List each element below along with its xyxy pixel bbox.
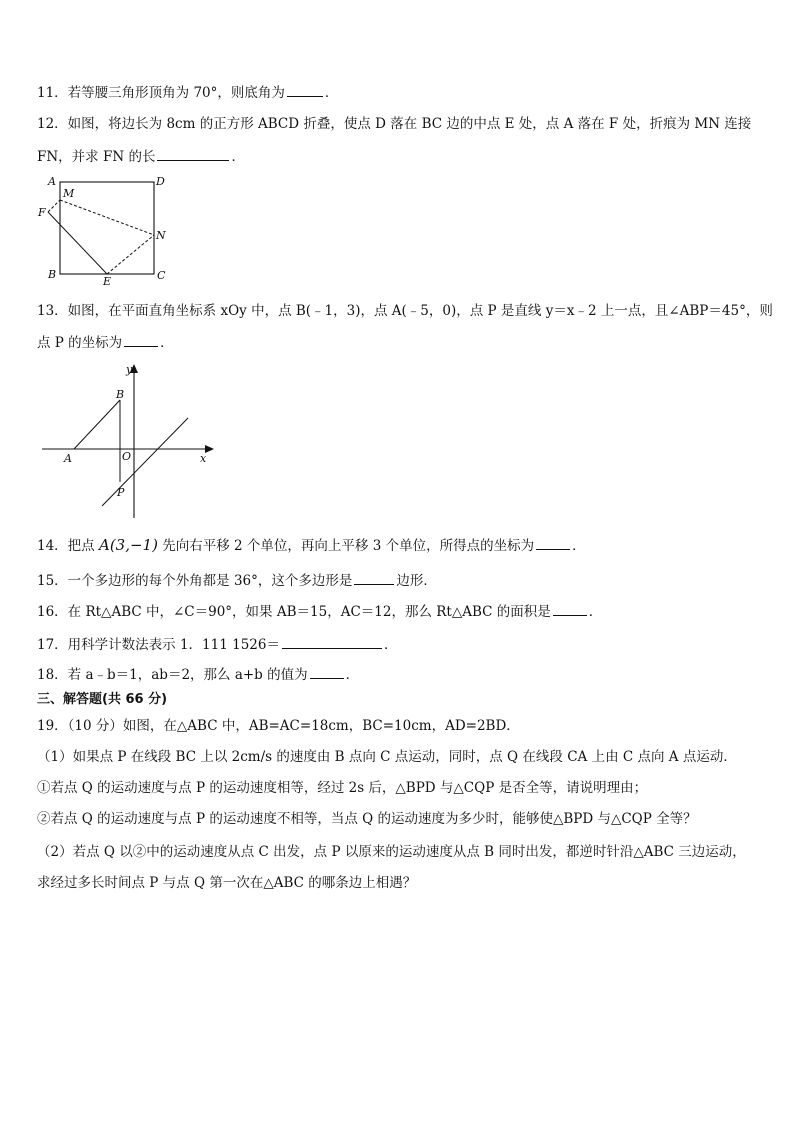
coordinate-figure xyxy=(38,360,220,522)
label-f: F xyxy=(38,206,46,219)
answer-blank-12[interactable] xyxy=(157,146,229,161)
segment-fe xyxy=(48,212,107,274)
label-b: B xyxy=(48,268,57,281)
segment-fm xyxy=(48,200,60,212)
label-x: x xyxy=(200,452,207,465)
point-a-notation: A(3,−1) xyxy=(98,536,158,554)
label-p: P xyxy=(117,486,125,499)
question-15-text-post: 边形． xyxy=(396,573,437,589)
section-3-title: 三、解答题(共 66 分) xyxy=(37,692,168,707)
question-17-end: ． xyxy=(383,637,398,653)
question-13-text: 点 P 的坐标为 xyxy=(37,335,123,351)
label-n: N xyxy=(156,229,166,242)
question-19-line-1: 19．（10 分）如图，在△ABC 中，AB=AC=18cm，BC=10cm，AD=2BD． xyxy=(37,718,520,734)
label-y: y xyxy=(126,363,133,376)
question-18 xyxy=(37,664,359,685)
question-13-line-2 xyxy=(37,332,174,353)
question-16 xyxy=(37,601,602,622)
question-11 xyxy=(37,82,338,103)
question-12-text: FN，并求 FN 的长 xyxy=(37,149,156,165)
question-18-text: 18．若 a﹣b＝1，ab＝2，那么 a+b 的值为 xyxy=(37,667,308,683)
question-19-line-3: ①若点 Q 的运动速度与点 P 的运动速度相等，经过 2s 后，△BPD 与△CQP 是否全等，请说明理由； xyxy=(37,780,648,796)
question-17-text: 17．用科学计数法表示 1．111 1526＝ xyxy=(37,637,280,653)
question-19-line-6: 求经过多长时间点 P 与点 Q 第一次在△ABC 的哪条边上相遇？ xyxy=(37,875,417,891)
question-14 xyxy=(37,535,586,556)
question-16-end: ． xyxy=(588,604,603,620)
answer-blank-17[interactable] xyxy=(282,634,382,649)
question-18-end: ． xyxy=(345,667,360,683)
label-e: E xyxy=(103,275,112,286)
question-11-text: 11．若等腰三角形顶角为 70°，则底角为 xyxy=(37,85,285,101)
question-14-end: ． xyxy=(572,538,586,554)
line-y-equals-x-minus-2 xyxy=(102,418,188,506)
label-b: B xyxy=(116,388,125,401)
segment-ab xyxy=(74,400,120,449)
label-a: A xyxy=(64,452,72,465)
fold-line-mn xyxy=(60,200,154,235)
label-a: A xyxy=(48,175,56,188)
square-folding-figure xyxy=(36,174,176,286)
label-o: O xyxy=(122,450,132,463)
question-12-end: ． xyxy=(231,149,245,165)
question-16-text: 16．在 Rt△ABC 中，∠C＝90°，如果 AB＝15，AC＝12，那么 Rt△ABC 的面积是 xyxy=(37,604,551,620)
question-15-text-pre: 15．一个多边形的每个外角都是 36°，这个多边形是 xyxy=(37,573,353,589)
question-12-line-1: 12．如图，将边长为 8cm 的正方形 ABCD 折叠，使点 D 落在 BC 边的中点 E 处，点 A 落在 F 处，折痕为 MN 连接 xyxy=(37,116,752,132)
question-13-line-1: 13．如图，在平面直角坐标系 xOy 中，点 B(﹣1，3)，点 A(﹣5，0)，点 P 是直线 y＝x﹣2 上一点，且∠ABP＝45°，则 xyxy=(37,303,773,319)
question-12-line-2 xyxy=(37,146,245,167)
answer-blank-16[interactable] xyxy=(553,601,587,616)
label-c: C xyxy=(157,269,166,282)
question-14-text-pre: 14．把点 xyxy=(37,538,99,554)
label-d: D xyxy=(156,175,165,188)
question-17 xyxy=(37,634,397,655)
question-19-line-2: （1）如果点 P 在线段 BC 上以 2cm/s 的速度由 B 点向 C 点运动，同时，点 Q 在线段 CA 上由 C 点向 A 点运动． xyxy=(37,749,737,765)
question-14-text-post: 先向右平移 2 个单位，再向上平移 3 个单位，所得点的坐标为 xyxy=(157,538,535,554)
label-m: M xyxy=(63,187,75,200)
answer-blank-11[interactable] xyxy=(287,82,323,97)
question-19-line-5: （2）若点 Q 以②中的运动速度从点 C 出发，点 P 以原来的运动速度从点 B 同时出发，都逆时针沿△ABC 三边运动， xyxy=(37,844,746,860)
question-19-line-4: ②若点 Q 的运动速度与点 P 的运动速度不相等，当点 Q 的运动速度为多少时，能够使△BPD 与△CQP 全等？ xyxy=(37,811,697,827)
answer-blank-15[interactable] xyxy=(354,570,394,585)
segment-en xyxy=(107,235,154,274)
x-axis-arrow xyxy=(205,445,214,453)
answer-blank-13[interactable] xyxy=(124,332,158,347)
answer-blank-18[interactable] xyxy=(310,664,344,679)
question-11-end: ． xyxy=(324,85,339,101)
question-13-end: ． xyxy=(160,335,174,351)
answer-blank-14[interactable] xyxy=(536,535,570,550)
question-15 xyxy=(37,570,437,591)
